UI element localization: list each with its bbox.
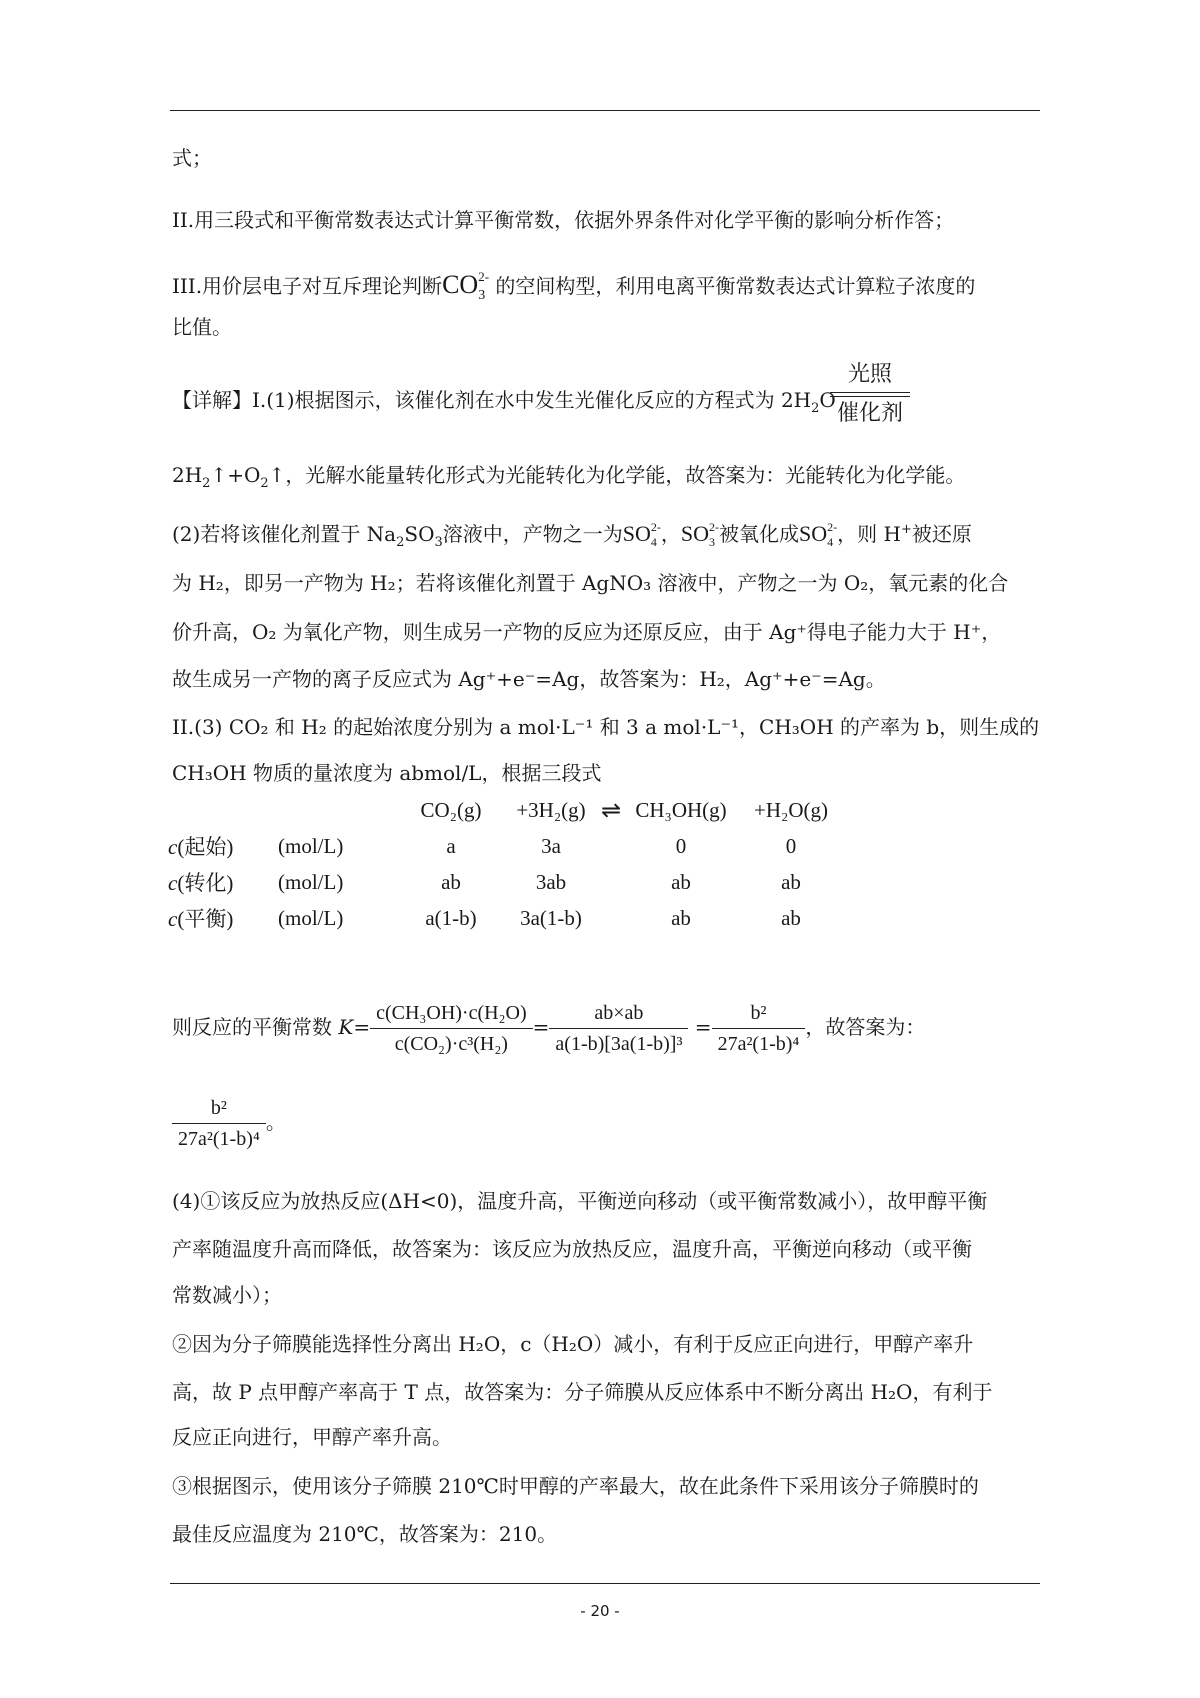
text-line: (2)若将该催化剂置于 $Na_2SO_3$溶液中，产物之一为$SO_4^{2-}$，$SO_3^{2-}$被氧化成$SO_4^{2-}$，则 H+被还原 (172, 520, 972, 550)
text-seg: (2)若将该催化剂置于 Na (172, 522, 397, 546)
text-line (172, 262, 1038, 311)
text-seg: 则反应的平衡常数 (172, 1015, 339, 1039)
text-line: CH₃OH 物质的量浓度为 abmol/L，根据三段式 (172, 761, 602, 785)
condition-bottom: 催化剂 (836, 401, 903, 426)
fraction-2 (549, 998, 688, 1059)
text-seg: III.用价层电子对互斥理论判断 (172, 274, 443, 298)
equilibrium-arrow: ⇌ (600, 797, 622, 824)
table-cell: +3H₂(g) (516, 797, 586, 822)
text-seg: 被氧化成 (719, 522, 800, 546)
answer-fraction (172, 1093, 266, 1154)
table-header-row (168, 792, 846, 828)
text-line: 常数减小）； (172, 1283, 282, 1307)
answer-expression (172, 1090, 1038, 1154)
row-label: (起始) (177, 835, 234, 859)
table-cell: ab (781, 869, 801, 894)
text-seg: 【详解】I.(1)根据图示，该催化剂在水中发生光催化反应的方程式为 2H (172, 388, 812, 412)
text-line: II.(3) CO₂ 和 H₂ 的起始浓度分别为 a mol·L⁻¹ 和 3 a mol·L⁻¹，CH₃OH 的产率为 b，则生成的 (172, 715, 1040, 739)
text-seg: 被还原 (911, 522, 972, 546)
row-label: (转化) (177, 871, 234, 895)
table-cell: a (446, 833, 456, 858)
text-line: (4)①该反应为放热反应(ΔH<0)，温度升高，平衡逆向移动（或平衡常数减小），故甲醇平衡 (172, 1189, 988, 1213)
footer-rule (170, 1583, 1040, 1584)
header-rule (170, 110, 1040, 111)
formula: $SO_4^{2-}$ (799, 520, 838, 549)
formula: $CO_3^{2-}$ (442, 269, 490, 303)
text-line: $2H_2↑+O_2↑$，光解水能量转化形式为光能转化为化学能，故答案为：光能转化为化学能。 (172, 463, 966, 491)
text-line: II.用三段式和平衡常数表达式计算平衡常数，依据外界条件对化学平衡的影响分析作答； (172, 208, 955, 232)
text-line: 【详解】I.(1)根据图示，该催化剂在水中发生光催化反应的方程式为 $2H_2O$ (172, 388, 836, 416)
table-cell: CO₂(g) (420, 797, 482, 822)
text-line: 价升高，O₂ 为氧化产物，则生成另一产物的反应为还原反应，由于 Ag⁺得电子能力大于 H⁺， (172, 620, 1002, 644)
text-seg: SO (404, 522, 435, 546)
text-line: 比值。 (172, 315, 232, 339)
denominator: a(1-b)[3a(1-b)]³ (555, 1033, 683, 1055)
numerator: c(CH₃OH)·c(H₂O) (370, 998, 533, 1029)
table-cell: ab (781, 905, 801, 930)
reaction-condition (830, 360, 910, 429)
row-unit: (mol/L) (278, 905, 344, 930)
numerator: b² (172, 1093, 266, 1124)
equal-bar (830, 392, 910, 397)
denominator: c(CO₂)·c³(H₂) (394, 1033, 508, 1055)
text-seg: 的空间构型，利用电离平衡常数表达式计算粒子浓度的 (495, 274, 976, 298)
formula: $SO_3^{2-}$ (680, 520, 720, 549)
text-seg: O (819, 388, 836, 412)
row-unit: (mol/L) (278, 833, 344, 858)
text-line: ②因为分子筛膜能选择性分离出 H₂O，c（H₂O）减小，有利于反应正向进行，甲醇产率升 (172, 1332, 974, 1356)
text-line: 最佳反应温度为 210℃，故答案为：210。 (172, 1522, 558, 1546)
table-cell: ab (441, 869, 461, 894)
text-line: 高，故 P 点甲醇产率高于 T 点，故答案为：分子筛膜从反应体系中不断分离出 H₂O，有利于 (172, 1380, 993, 1404)
numerator: ab×ab (549, 998, 688, 1029)
text-line: 为 H₂，即另一产物为 H₂；若将该催化剂置于 AgNO₃ 溶液中，产物之一为 O₂，氧元素的化合 (172, 571, 1009, 595)
table-cell: 0 (675, 833, 687, 858)
table-cell: ab (671, 905, 691, 930)
text-seg: ，则 H (837, 522, 901, 546)
text-line: 产率随温度升高而降低，故答案为：该反应为放热反应，温度升高，平衡逆向移动（或平衡 (172, 1237, 972, 1261)
table-row: c(起始) (mol/L) a 3a 0 0 (168, 828, 846, 864)
condition-top: 光照 (847, 362, 892, 387)
three-stage-table (168, 792, 846, 936)
table-cell: a(1-b) (425, 905, 477, 930)
numerator: b² (712, 998, 806, 1029)
denominator: 27a²(1-b)⁴ (178, 1128, 260, 1150)
table-row: c(转化) (mol/L) ab 3ab ab ab (168, 864, 846, 900)
text-line: 故生成另一产物的离子反应式为 Ag⁺+e⁻=Ag，故答案为：H₂，Ag⁺+e⁻=Ag。 (172, 667, 886, 691)
table-cell: CH₃OH(g) (635, 797, 727, 822)
table-cell: +H₂O(g) (754, 797, 828, 822)
table-cell: 3a(1-b) (520, 905, 582, 930)
fraction-3 (712, 998, 806, 1059)
k-expression: 则反应的平衡常数 K= $\frac{\text{c(CH₃OH)·c(H₂O)}}{\text{c(CO₂)·c³(H₂)}}$ = $\frac{ab\times ab}{\text{a(1-b)[3a(1-b)]³}}$ = $\frac{\text{b²}}{\text{27a²(1-b)⁴}}$ ，故答案为： (172, 995, 1038, 1059)
table-cell: 3a (541, 833, 561, 858)
fraction-1 (370, 998, 533, 1059)
row-label: (平衡) (177, 907, 234, 931)
text-seg: 溶液中，产物之一为 (442, 522, 623, 546)
text-line: ③根据图示，使用该分子筛膜 210℃时甲醇的产率最大，故在此条件下采用该分子筛膜时的 (172, 1474, 979, 1498)
text-seg: ，故答案为： (805, 1015, 926, 1039)
formula: $SO_4^{2-}$ (622, 520, 661, 549)
denominator: 27a²(1-b)⁴ (717, 1033, 800, 1055)
text-line: 式； (172, 146, 212, 170)
table-cell: 0 (785, 833, 797, 858)
row-unit: (mol/L) (278, 869, 344, 894)
page-number: - 20 - (580, 1602, 620, 1620)
text-seg: 。 (265, 1110, 286, 1134)
table-cell: ab (671, 869, 691, 894)
text-seg: 光解水能量转化形式为光能转化为化学能，故答案为：光能转化为化学能。 (305, 463, 966, 487)
text-line: 反应正向进行，甲醇产率升高。 (172, 1425, 452, 1449)
table-row: c(平衡) (mol/L) a(1-b) 3a(1-b) ab ab (168, 900, 846, 936)
table-cell: 3ab (535, 869, 567, 894)
